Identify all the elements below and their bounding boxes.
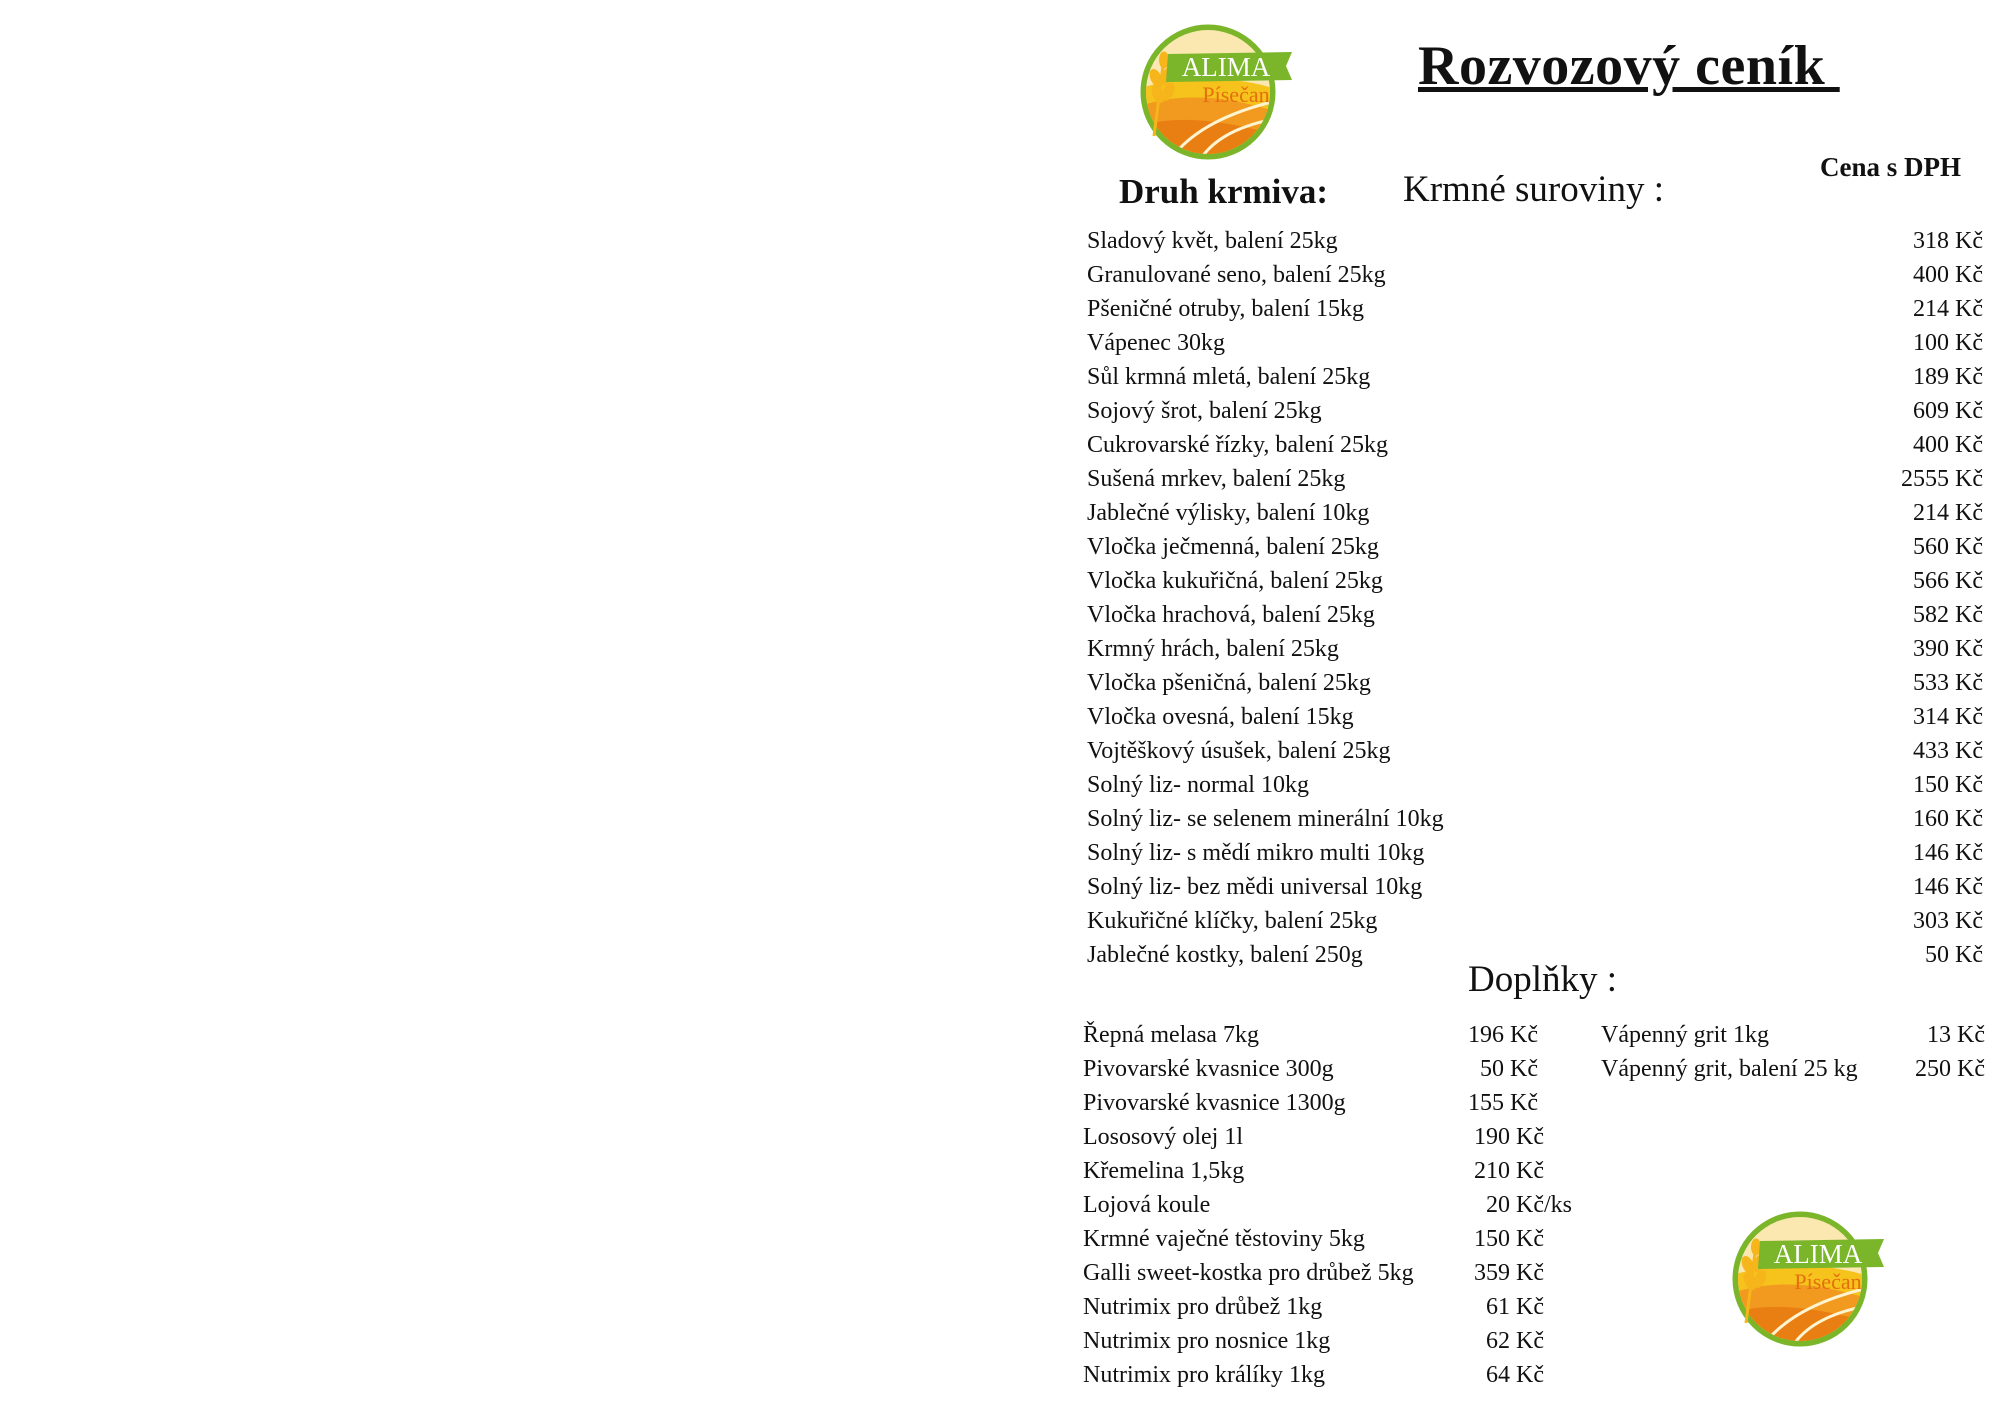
- item-price: 533 Kč: [1913, 670, 1983, 696]
- item-price: 146 Kč: [1913, 874, 1983, 900]
- item-price: 150 Kč: [1468, 1226, 1544, 1252]
- item-name: Vločka ovesná, balení 15kg: [1087, 704, 1354, 730]
- item-price: 155 Kč: [1468, 1090, 1538, 1116]
- item-name: Sušená mrkev, balení 25kg: [1087, 466, 1346, 492]
- item-name: Solný liz- bez mědi universal 10kg: [1087, 874, 1423, 900]
- item-name: Kukuřičné klíčky, balení 25kg: [1087, 908, 1378, 934]
- item-price: 582 Kč: [1913, 602, 1983, 628]
- item-name: Vápenec 30kg: [1087, 330, 1225, 356]
- item-name: Solný liz- normal 10kg: [1087, 772, 1309, 798]
- alima-logo-graphic-bottom: [1722, 1205, 1892, 1347]
- item-price: 318 Kč: [1913, 228, 1983, 254]
- list-item: [1087, 768, 1987, 802]
- item-price: 214 Kč: [1913, 500, 1983, 526]
- list-item: [1087, 666, 1987, 700]
- list-item: [1087, 734, 1987, 768]
- list-item: [1083, 1086, 1583, 1120]
- item-price: 566 Kč: [1913, 568, 1983, 594]
- item-name: Cukrovarské řízky, balení 25kg: [1087, 432, 1389, 458]
- page-title: Rozvozový ceník: [1418, 35, 1840, 97]
- list-item: [1083, 1188, 1583, 1222]
- item-price: 61 Kč: [1468, 1294, 1544, 1320]
- item-name: Jablečné výlisky, balení 10kg: [1087, 500, 1370, 526]
- item-price: 214 Kč: [1913, 296, 1983, 322]
- item-name: Sladový květ, balení 25kg: [1087, 228, 1338, 254]
- item-price: 100 Kč: [1913, 330, 1983, 356]
- list-item: [1087, 564, 1987, 598]
- logo-brand-text: ALIMA: [1181, 52, 1271, 82]
- item-name: Lososový olej 1l: [1083, 1124, 1243, 1150]
- list-item: [1601, 1052, 1991, 1086]
- section-title-krmne-suroviny: Krmné suroviny :: [1403, 169, 1665, 210]
- alima-logo-graphic: [1130, 18, 1300, 160]
- item-name: Solný liz- se selenem minerální 10kg: [1087, 806, 1444, 832]
- list-item: [1083, 1256, 1583, 1290]
- list-item: [1087, 326, 1987, 360]
- item-name: Vločka hrachová, balení 25kg: [1087, 602, 1375, 628]
- list-item: [1087, 836, 1987, 870]
- item-price: 50 Kč: [1925, 942, 1983, 968]
- list-item: [1087, 802, 1987, 836]
- list-item: [1087, 632, 1987, 666]
- item-price: 560 Kč: [1913, 534, 1983, 560]
- krmne-suroviny-list: [1087, 224, 1987, 972]
- list-item: [1087, 904, 1987, 938]
- item-name: Krmné vaječné těstoviny 5kg: [1083, 1226, 1365, 1252]
- list-item: [1087, 360, 1987, 394]
- item-name: Křemelina 1,5kg: [1083, 1158, 1245, 1184]
- alima-logo: [1130, 18, 1300, 160]
- logo-sub-text-bottom: Písečan: [1794, 1269, 1862, 1294]
- doplnky-list: [1083, 1018, 1583, 1392]
- doplnky-side-list: [1601, 1018, 1991, 1086]
- item-name: Vločka pšeničná, balení 25kg: [1087, 670, 1371, 696]
- item-price: 303 Kč: [1913, 908, 1983, 934]
- item-price: 359 Kč: [1468, 1260, 1544, 1286]
- item-name: Vločka kukuřičná, balení 25kg: [1087, 568, 1383, 594]
- item-price: 609 Kč: [1913, 398, 1983, 424]
- list-item: [1083, 1358, 1583, 1392]
- list-item: [1087, 394, 1987, 428]
- item-price: 400 Kč: [1913, 432, 1983, 458]
- logo-sub-text: Písečan: [1202, 82, 1270, 107]
- list-item: [1083, 1222, 1583, 1256]
- item-name: Vojtěškový úsušek, balení 25kg: [1087, 738, 1391, 764]
- list-item: [1087, 870, 1987, 904]
- list-item: [1087, 496, 1987, 530]
- item-name: Pivovarské kvasnice 300g: [1083, 1056, 1334, 1082]
- feed-type-label: Druh krmiva:: [1119, 172, 1329, 211]
- section-title-doplnky: Doplňky :: [1468, 959, 1618, 1000]
- item-price: 196 Kč: [1468, 1022, 1538, 1048]
- item-name: Vápenný grit 1kg: [1601, 1022, 1769, 1048]
- list-item: [1601, 1018, 1991, 1052]
- item-name: Nutrimix pro nosnice 1kg: [1083, 1328, 1331, 1354]
- list-item: [1087, 530, 1987, 564]
- list-item: [1087, 258, 1987, 292]
- item-name: Lojová koule: [1083, 1192, 1211, 1218]
- list-item: [1083, 1052, 1583, 1086]
- item-price: 64 Kč: [1468, 1362, 1544, 1388]
- item-price: 20 Kč/ks: [1468, 1192, 1572, 1218]
- item-name: Solný liz- s mědí mikro multi 10kg: [1087, 840, 1425, 866]
- item-name: Nutrimix pro králíky 1kg: [1083, 1362, 1325, 1388]
- item-name: Pšeničné otruby, balení 15kg: [1087, 296, 1365, 322]
- item-price: 50 Kč: [1468, 1056, 1538, 1082]
- item-name: Pivovarské kvasnice 1300g: [1083, 1090, 1346, 1116]
- list-item: [1083, 1018, 1583, 1052]
- item-price: 400 Kč: [1913, 262, 1983, 288]
- item-name: Granulované seno, balení 25kg: [1087, 262, 1386, 288]
- item-name: Galli sweet-kostka pro drůbež 5kg: [1083, 1260, 1414, 1286]
- item-price: 150 Kč: [1913, 772, 1983, 798]
- list-item: [1087, 462, 1987, 496]
- item-price: 390 Kč: [1913, 636, 1983, 662]
- item-price: 13 Kč: [1927, 1022, 1985, 1048]
- item-price: 146 Kč: [1913, 840, 1983, 866]
- item-price: 189 Kč: [1913, 364, 1983, 390]
- item-price: 190 Kč: [1468, 1124, 1544, 1150]
- item-name: Řepná melasa 7kg: [1083, 1022, 1259, 1048]
- price-column-header: Cena s DPH: [1820, 152, 1961, 182]
- list-item: [1087, 700, 1987, 734]
- item-name: Vápenný grit, balení 25 kg: [1601, 1056, 1858, 1082]
- list-item: [1083, 1324, 1583, 1358]
- list-item: [1083, 1154, 1583, 1188]
- item-price: 160 Kč: [1913, 806, 1983, 832]
- item-price: 433 Kč: [1913, 738, 1983, 764]
- item-price: 62 Kč: [1468, 1328, 1544, 1354]
- item-name: Krmný hrách, balení 25kg: [1087, 636, 1339, 662]
- item-name: Jablečné kostky, balení 250g: [1087, 942, 1363, 968]
- item-price: 250 Kč: [1915, 1056, 1985, 1082]
- logo-brand-text-bottom: ALIMA: [1773, 1239, 1863, 1269]
- list-item: [1087, 428, 1987, 462]
- alima-logo-bottom: [1722, 1205, 1892, 1347]
- item-name: Nutrimix pro drůbež 1kg: [1083, 1294, 1323, 1320]
- item-price: 2555 Kč: [1901, 466, 1983, 492]
- list-item: [1087, 598, 1987, 632]
- item-name: Sůl krmná mletá, balení 25kg: [1087, 364, 1371, 390]
- list-item: [1083, 1290, 1583, 1324]
- item-name: Sojový šrot, balení 25kg: [1087, 398, 1322, 424]
- list-item: [1083, 1120, 1583, 1154]
- item-price: 314 Kč: [1913, 704, 1983, 730]
- list-item: [1087, 292, 1987, 326]
- item-name: Vločka ječmenná, balení 25kg: [1087, 534, 1379, 560]
- item-price: 210 Kč: [1468, 1158, 1544, 1184]
- list-item: [1087, 224, 1987, 258]
